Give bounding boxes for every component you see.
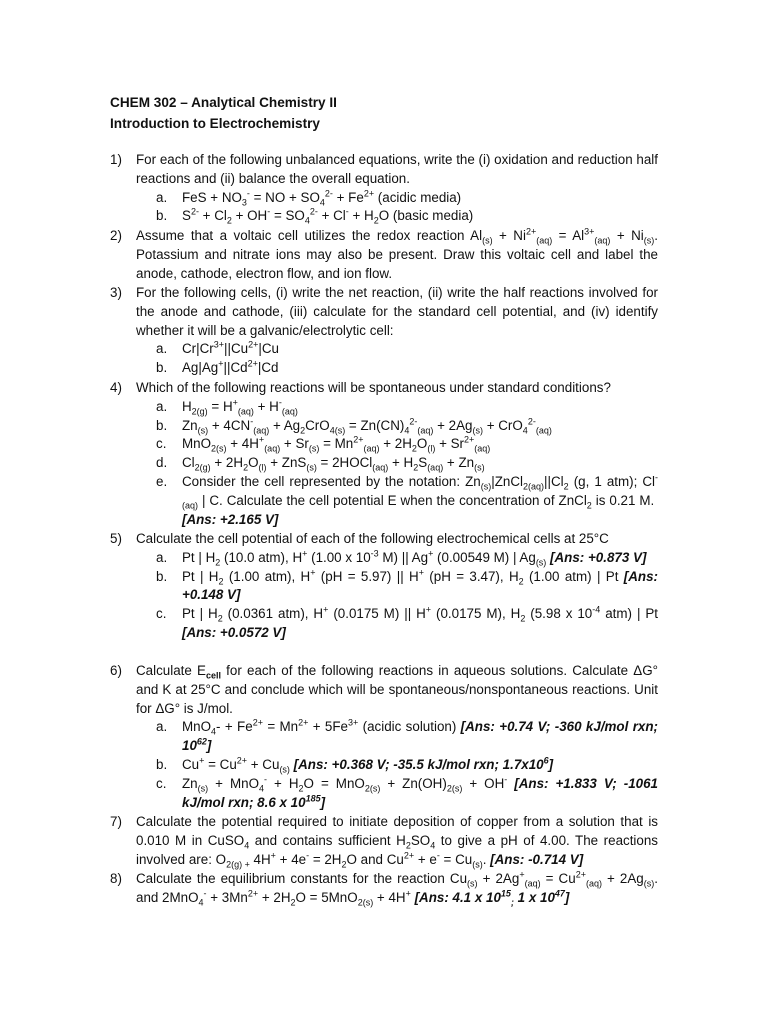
question-item: a. $H_{2(g)} = H^+_{(aq)} + H^-_{(aq)}$ xyxy=(156,397,298,417)
question-number: 3) xyxy=(110,285,122,300)
question-text: For each of the following unbalanced equations, write the (i) oxidation and reduction half reactions and (ii) balance the overall equation. xyxy=(136,152,658,186)
answer: [Ans: +0.873 V] xyxy=(550,549,647,565)
answer: [Ans: +2.165 V] xyxy=(182,511,279,527)
question-item: c. $Zn_{(s)} + MnO_4^- + H_2O = MnO_{2(s)} + Zn(OH)_{2(s)} + OH^-$ [Ans: +1.833 V; -1061 kJ/mol rxn; 8.6 x $10^{185}$] xyxy=(156,774,658,810)
question-7 xyxy=(110,813,658,869)
question-2 xyxy=(110,227,658,283)
answer: [Ans: 4.1 x $10^{15}_;$ 1 x $10^{47}$] xyxy=(414,888,570,908)
question-item: b. $Ag|Ag^+||Cd^{2+}|Cd$ xyxy=(156,358,279,376)
question-text: Which of the following reactions will be spontaneous under standard conditions? xyxy=(136,380,611,395)
question-text: Calculate $E_{cell}$ for each of the following reactions in aqueous solutions. Calculate ΔG° and K at 25°C and conclude which will be spontaneous/nonspontaneous reactions. Unit for ΔG° is J/mol. xyxy=(136,663,658,716)
question-number: 8) xyxy=(110,871,122,886)
topic-title: Introduction to Electrochemistry xyxy=(110,116,320,131)
question-item: b. $Cu^+ = Cu^{2+} + Cu_{(s)}$ [Ans: +0.368 V; -35.5 kJ/mol rxn; $1.7x10^6$] xyxy=(156,755,554,775)
answer: [Ans: +0.0572 V] xyxy=(182,624,286,640)
answer: [Ans: +0.148 V] xyxy=(182,568,658,603)
document-title xyxy=(110,94,337,136)
course-title: CHEM 302 – Analytical Chemistry II xyxy=(110,95,337,110)
question-number: 5) xyxy=(110,531,122,546)
question-item: e. Consider the cell represented by the notation: $Zn_{(s)}|ZnCl_{2(aq)}||Cl_2$ (g, 1 atm); $Cl^-_{(aq)}$ | C. Calculate the cell potential E when the concentration of ZnCl$_2$ is 0.21 M. [Ans: +2.165 V] xyxy=(156,472,659,527)
question-6 xyxy=(110,662,658,812)
question-number: 7) xyxy=(110,814,122,829)
question-5 xyxy=(110,530,658,643)
question-4 xyxy=(110,379,658,529)
question-number: 6) xyxy=(110,663,122,678)
question-3 xyxy=(110,284,658,378)
question-item: a. $Cr|Cr^{3+}||Cu^{2+}|Cu$ xyxy=(156,339,279,357)
question-item: d. $Cl_{2(g)} + 2H_2O_{(l)} + ZnS_{(s)}$ = 2HOCl$_{(aq)}$ + $H_2S_{(aq)} + Zn_{(s)}$ xyxy=(156,455,485,473)
question-text: Calculate the potential required to initiate deposition of copper from a solution that is 0.010 M in CuSO$_4$ and contains sufficient $H_2SO_4$ to give a pH of 4.00. The reactions involved are: $O_{2(g) +}$ $4H^+ + 4e^- = 2H_2O$ and $Cu^{2+} + e^- = Cu_{(s)}$. [Ans: -0.714 V] xyxy=(136,814,658,870)
question-number: 4) xyxy=(110,380,122,395)
answer: [Ans: +0.368 V; -35.5 kJ/mol rxn; $1.7x10^6$] xyxy=(293,755,554,772)
question-8 xyxy=(110,870,658,908)
question-text: For the following cells, (i) write the net reaction, (ii) write the half reactions involved for the anode and cathode, (iii) calculate for the standard cell potential, and (iv) identify whether it will be a galvanic/electrolytic cell: xyxy=(136,285,658,338)
question-item: b. $S^{2-} + Cl_2 + OH^- = SO_4^{2-} + Cl^- + H_2O$ (basic media) xyxy=(156,206,474,227)
question-item: c. $MnO_{2(s)} + 4H^+_{(aq)} + Sr_{(s)} = Mn^{2+}_{(aq)} + 2H_2O_{(l)} + Sr^{2+}_{(aq)}$ xyxy=(156,434,491,455)
question-text: Calculate the cell potential of each of the following electrochemical cells at 25°C xyxy=(136,531,609,546)
question-number: 2) xyxy=(110,228,122,243)
question-text: Assume that a voltaic cell utilizes the redox reaction $Al_{(s)} + Ni^{2+}_{(aq)} = Al^{3+}_{(aq)} + Ni_{(s)}$. Potassium and nitrate ions may also be present. Draw this voltaic cell and label the anode, cathode, electron flow, and ion flow. xyxy=(136,226,659,281)
question-item: a. $MnO_4- + Fe^{2+} = Mn^{2+} + 5Fe^{3+}$ (acidic solution) [Ans: +0.74 V; -360 kJ/mol rxn; $10^{62}$] xyxy=(156,717,658,754)
question-item: a. Pt | $H_2$ (10.0 atm), H+ (1.00 x $10^{-3}$ M) || Ag+ (0.00549 M) | $Ag_{(s)}$ [Ans: +0.873 V] xyxy=(156,548,647,568)
answer: [Ans: -0.714 V] xyxy=(490,851,584,867)
question-item: b. $Zn_{(s)} + 4CN^-_{(aq)} + Ag_2CrO_{4(s)} = Zn(CN)_4^{2-}_{(aq)} + 2Ag_{(s)} + CrO_4^{2-}_{(aq)}$ xyxy=(156,416,552,436)
answer: [Ans: +1.833 V; -1061 kJ/mol rxn; 8.6 x $10^{185}$] xyxy=(182,775,658,810)
question-text: Calculate the equilibrium constants for the reaction $Cu_{(s)} + 2Ag^+_{(aq)} = Cu^{2+}_{(aq)} + 2Ag_{(s)}$. and $2MnO_4^- + 3Mn^{2+} + 2H_2O = 5MnO_{2(s)} + 4H^+$ [Ans: 4.1 x $10^{15}_;$ 1 x $10^{47}$] xyxy=(136,869,658,908)
question-number: 1) xyxy=(110,152,122,167)
question-item: c. Pt | $H_2$ (0.0361 atm), H+ (0.0175 M) || H+ (0.0175 M), $H_2$ (5.98 x $10^{-4}$ atm) | Pt [Ans: +0.0572 V] xyxy=(156,604,659,640)
question-1 xyxy=(110,151,658,226)
question-item: a. FeS + $NO_3^-$ = NO + $SO_4^{2-} + Fe^{2+}$ (acidic media) xyxy=(156,188,462,208)
answer: [Ans: +0.74 V; -360 kJ/mol rxn; $10^{62}$] xyxy=(182,719,658,754)
question-item: b. Pt | $H_2$ (1.00 atm), H+ (pH = 5.97) || H+ (pH = 3.47), $H_2$ (1.00 atm) | Pt [Ans: +0.148 V] xyxy=(156,567,658,603)
